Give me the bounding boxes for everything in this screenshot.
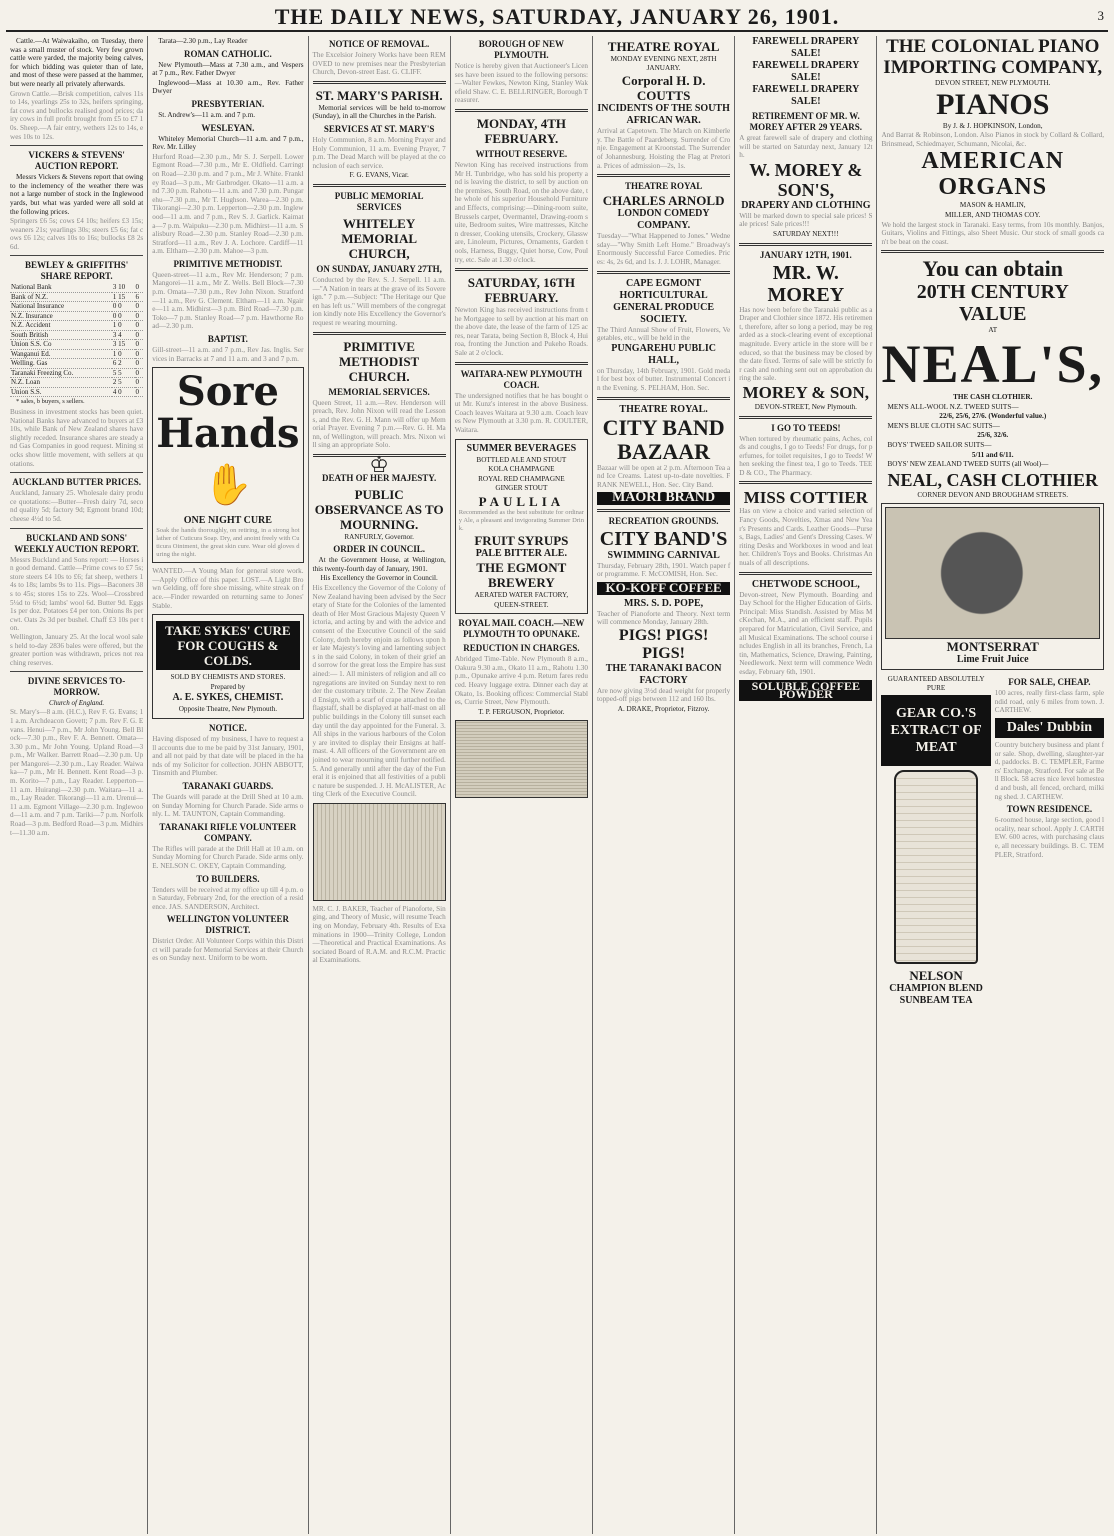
theatre-date: MONDAY EVENING NEXT, 28TH JANUARY. — [610, 55, 717, 72]
royal-crest-icon: ♔ — [369, 452, 389, 478]
bacon-factory: THE TARANAKI BACON FACTORY — [605, 662, 722, 686]
summer-beverages: SUMMER BEVERAGES — [466, 442, 577, 454]
theatre-heading: THEATRE ROYAL — [607, 39, 720, 54]
filler-text: Arrival at Capetown. The March on Kimberley. The Battle of Paardeberg. Surrender of Cronje. Engagement at Kroonstad. The Surrender of Johannesburg. Hoisting the Flag at Pretoria. Prices of admission—2s, 1s. — [596, 127, 731, 170]
boys-suits: BOYS' TWEED SAILOR SUITS— — [887, 440, 992, 449]
share-value: 1 0 — [112, 349, 135, 359]
share-value: 3 10 — [112, 283, 135, 292]
bazaar: BAZAAR — [617, 438, 711, 464]
share-row — [10, 321, 143, 331]
soluble-coffee: SOLUBLE COFFEE POWDER — [739, 680, 872, 701]
column-6 — [735, 36, 877, 1534]
incidents: INCIDENTS OF THE SOUTH AFRICAN WAR. — [597, 103, 730, 127]
observance-heading: PUBLIC OBSERVANCE AS TO MOURNING. — [314, 486, 444, 532]
service-row: St. Andrew's—11 a.m. and 7 p.m. — [158, 110, 256, 119]
share-row — [10, 378, 143, 388]
share-value: 0 — [135, 387, 144, 397]
sykes-address: Opposite Theatre, New Plymouth. — [178, 705, 278, 714]
filler-text: Messrs Buckland and Sons report: — Horses in good demand. Cattle—Prime cows to £7 5s; store steers £4 10s to £6; fat sheep, wethers 14s to 18s; lambs 9s to 11s. Pigs—Baconers 38s to 45s; stores 15s to 22s. Wool—Crossbred 5¼d to 6½d; lambs' wool 6d. Butter 9d. Eggs 1s per doz. Potatoes £4 per ton. Onions 8s per cwt. Oats 2s 3d per bushel. Chaff £3 10s per ton. — [10, 555, 144, 633]
service-row: ROMAN CATHOLIC. — [183, 48, 272, 59]
neal-footer: NEAL, CASH CLOTHIER — [887, 469, 1099, 490]
filler-text: His Excellency the Governor of the Colony of New Zealand having been advised by the Secretary of State for the Colonies of the lamented death of Her Most Gracious Majesty Queen Victoria, and acting by and with the advice and consent of the Executive Council of the said Colony, doth hereby enjoin as follows upon her late Majesty's loving and lamenting subjects in the said Colony, in token of their grief and sorrow for the great loss the Empire has sustained:— 1. All ministers of religion and all congregations are invited on Sunday next to render the customary tribute. 2. The New Zealand Ensign, with a scarf of crape attached to the flagstaff, shall be displayed at half-mast on all public buildings in the Colony till sunset each day until the day appointed for the Funeral. 3. All ships in the various harbours of the Colony are invited to display their Ensigns at half-mast. 4. All officers of the Government are enjoined to wear mourning until further notified. 5. And generally until after the day of the Funeral it is enjoined that all festivities of a public nature be suspended. J. H. McALISTER, Acting Clerk of the Executive Council. — [312, 584, 446, 799]
retirement: RETIREMENT OF MR. W. MOREY AFTER 29 YEARS. — [749, 111, 862, 132]
farewell-2: FAREWELL DRAPERY SALE! — [752, 60, 860, 83]
filler-text: Auckland, January 25. Wholesale dairy produce quotations:—Butter—Fresh dairy 7d, second quality 5d; factory 9d; Egmont brand 10d; cheese 4½d to 5d. — [10, 489, 144, 523]
share-value: 0 — [135, 349, 144, 359]
filler-text: A great farewell sale of drapery and clothing will be started on Saturday next, January 12th. — [739, 134, 873, 160]
share-value: 6 — [135, 292, 144, 302]
horse-image — [885, 507, 1100, 639]
cape-egmont: CAPE EGMONT HORTICULTURAL — [619, 277, 708, 301]
without-reserve: WITHOUT RESERVE. — [475, 148, 568, 159]
cattle-report: Cattle.—At Waiwakaiho, on Tuesday, there was a small muster of stock. Very few grown cattle were yarded, the majority being calves, for which bidding was quieter than of late, and most of these were passed at the hammer, but were nearly all privately afterwards. — [10, 37, 144, 88]
share-value: 0 — [135, 302, 144, 312]
filler-text: Business in investment stocks has been quiet. National Banks have advanced to buyers at £3 10s, while Bank of New Zealand shares have slightly receded. Insurance shares are steady and Gas Companies in good request. Mining stocks show little movement, with sellers at quotations. — [10, 408, 144, 468]
saturday-heading: SATURDAY, 16TH FEBRUARY. — [467, 275, 575, 306]
ranfurly: RANFURLY, Governor. — [344, 532, 414, 541]
filler-text: The Rifles will parade at the Drill Hall at 10 a.m. on Sunday Morning for Church Parade. Side arms only. E. NELSON C. OKEY, Captain Commanding. — [152, 844, 304, 870]
filler-text: Hurford Road—2.30 p.m., Mr S. J. Serpell. Lower Egmont Road—7.30 p.m., Mr E. Oldfield. Carrington Road—2.30 p.m. and 7 p.m., Mr J. White. Frankley Road—3 p.m., Mr Gatbrodger. Okato—11 a.m. and 7.30 p.m. Rahotu—11 a.m. and 7.30 p.m. Pungarehu—7.30 p.m., Mr T. Hughson. Warea—2.30 p.m. Tikorangi—2.30 p.m. Lepperton—2.30 p.m. Inglewood—11 a.m. and 7 p.m., Rev S. J. Garlick. Kaimata—7 p.m. Waipuku—2.30 p.m. Midhirst—11 a.m. Salisbury Road—2.30 p.m. Stanley Road—2.30 p.m. Stratford—11 a.m., Rev J. A. Lochore. Cardiff—11 a.m. Eltham—2.30 p.m. Mahoe—3 p.m. — [152, 152, 304, 256]
drapery-clothing: DRAPERY AND CLOTHING — [741, 199, 871, 211]
drake: A. DRAKE, Proprietor, Fitzroy. — [617, 705, 710, 714]
bk-heading: BUCKLAND AND SONS' WEEKLY AUCTION REPORT. — [14, 532, 139, 554]
share-row — [10, 311, 143, 321]
share-value: 0 — [135, 311, 144, 321]
filler-text: Has on view a choice and varied selection of Fancy Goods, Novelties, Xmas and New Year's Presents and Cards. Leather Goods—Purses, Bags, Ladies' and Gent's Dressing Cases. Writing Desks and Workboxes in wood and leather. Children's Toys and Books. Christmas Annuals of all descriptions. — [739, 507, 873, 568]
neal-corner: CORNER DEVON AND BROUGHAM STREETS. — [917, 490, 1069, 499]
dv-subheading: Church of England. — [49, 699, 105, 708]
filler-text: Queen Street, 11 a.m.—Rev. Henderson will preach, Rev. John Nixon will read the Lessons, and the Rev. G. H. Mann will offer up Memorial Prayer. Evening 7 p.m.—Rev. G. H. Mann, of Wellington, will preach. Mrs. Nixon will sing an appropriate Solo. — [312, 398, 446, 450]
hand-icon: ✋ — [202, 462, 253, 508]
share-row — [10, 349, 143, 359]
notice-heading: NOTICE. — [208, 722, 247, 733]
excellency: His Excellency the Governor in Council. — [320, 574, 438, 583]
filler-text: When tortured by rheumatic pains, Aches, colds and coughs, I go to Teeds! For drugs, for perfumes, for toilet requisites, I go to Teeds! When seeking the finest tea, I go to Teeds. TEED & CO., The Pharmacy. — [739, 434, 873, 477]
nz-tweed: BOYS' NEW ZEALAND TWEED SUITS (all Wool)— — [887, 460, 1049, 469]
share-value: 0 — [135, 330, 144, 340]
sore-hands-ad — [152, 367, 303, 563]
morey-son: MOREY & SON, — [742, 382, 870, 402]
sykes-ad — [152, 614, 303, 719]
filler-text: Newton King has received instructions from the Mortgagee to sell by auction at his mart on the above date, the lease of the farm of 125 acres, near Tarata, being Section 8, Block 4, Huiroa, fronting the Junction and Pukeho Roads. Sale at 2 o'clock. — [454, 306, 588, 358]
paullia: PAULLIA — [478, 494, 565, 509]
miller: MILLER, AND THOMAS COY. — [945, 210, 1041, 219]
filler-text: Grown Cattle.—Brisk competition, calves 11s to 14s, yearlings 25s to 32s, heifers springing, fat cows and bullocks realised good prices; dairy cows in full profit brought from £5 to £7 10s. Sheep.—A fair entry, wethers 12s to 14s, ewes 10s to 12s. — [10, 89, 144, 141]
share-value: 2 5 — [112, 378, 135, 388]
removal-heading: NOTICE OF REMOVAL. — [329, 39, 430, 49]
aerated: AERATED WATER FACTORY, — [474, 591, 569, 599]
hopkinson: By J. & J. HOPKINSON, London, — [942, 121, 1043, 130]
service-row: Inglewood—Mass at 10.30 a.m., Rev. Father Dwyer — [152, 78, 304, 96]
volunteer-heading: WELLINGTON VOLUNTEER DISTRICT. — [166, 914, 290, 936]
share-value: 0 0 — [112, 302, 135, 312]
nelson: NELSON — [909, 968, 963, 984]
chetwode: CHETWODE SCHOOL, — [751, 578, 860, 590]
vs-report: Messrs Vickers & Stevens report that owing to the inclemency of the weather there was not a large number of stock in the Inglewood yards, but what was yarded were all sold at the following prices. — [10, 173, 144, 216]
share-name: Union S.S. Co — [10, 340, 112, 350]
column-1 — [6, 36, 148, 1534]
monday-heading: MONDAY, 4TH FEBRUARY. — [476, 115, 567, 146]
sykes-sold: SOLD BY CHEMISTS AND STORES. — [170, 673, 286, 682]
share-value: 0 — [135, 378, 144, 388]
dales-dubbin: Dales' Dubbin — [995, 718, 1104, 738]
filler-text: Thursday, February 28th, 1901. Watch paper for programme. F. McCOMISH, Hon. Sec. — [596, 561, 731, 579]
filler-text: Tenders will be received at my office up till 4 p.m. on Saturday, February 2nd, for the erection of a residence. JAS. SANDERSON, Architect. — [152, 885, 304, 911]
share-value: 0 — [135, 283, 144, 292]
sykes-prep: Prepared by — [210, 682, 246, 691]
theatre-royal-2: THEATRE ROYAL. — [619, 403, 708, 415]
bottled-ale: BOTTLED ALE AND STOUT — [476, 455, 567, 464]
sykes-name: A. E. SYKES, CHEMIST. — [172, 692, 284, 704]
blue-suits: MEN'S BLUE CLOTH SAC SUITS— — [887, 421, 1000, 430]
service-row: WESLEYAN. — [201, 122, 255, 133]
forsale: FOR SALE, CHEAP. — [1008, 677, 1091, 688]
filler-text: MR. C. J. BAKER, Teacher of Pianoforte, Singing, and Theory of Music, will resume Teaching on Monday, February 4th. Results of Examinations in 1900—Trinity College, London—Theoretical and Practical Examinations. Associated Board of R.A.M. and R.C.M. Practical Examinations. — [312, 904, 446, 965]
share-name: N.Z. Insurance — [10, 311, 112, 321]
mr-morey: MR. W. MOREY — [767, 261, 845, 306]
sykes-title: TAKE SYKES' CURE FOR COUGHS & COLDS. — [156, 621, 299, 670]
filler-text: Wellington, January 25. At the local wool sales held to-day 2836 bales were offered, but the greater portion was withdrawn, prices not reaching reserves. — [10, 632, 144, 667]
sore-hands-caption: ONE NIGHT CURE — [183, 515, 272, 527]
egmont-ad — [455, 439, 588, 615]
egmont-brewery: THE EGMONT BREWERY — [476, 560, 567, 590]
share-value: 0 — [135, 359, 144, 369]
share-row — [10, 340, 143, 350]
filler-text: The undersigned notifies that he has bought out Mr. Kunz's interest in the above Business. Coach leaves Waitara at 9.30 a.m. Coach leaves New Plymouth at 3.30 p.m. R. COULTER, Waitara. — [454, 391, 588, 435]
lime-juice: Lime Fruit Juice — [956, 654, 1029, 666]
swimming: SWIMMING CARNIVAL — [607, 549, 720, 561]
masthead — [6, 4, 1108, 32]
filler-text: on Thursday, 14th February, 1901. Gold medal for best box of butter. Instrumental Concert in the Evening. S. PELHAM, Hon. Sec. — [596, 366, 731, 392]
masthead-title: THE DAILY NEWS, SATURDAY, JANUARY 26, 1901. — [274, 4, 840, 29]
town-residence: TOWN RESIDENCE. — [1006, 804, 1093, 815]
share-name: Union S.S. — [10, 387, 112, 397]
sore-hands-title: Sore Hands — [156, 368, 300, 458]
page-number: 3 — [1097, 8, 1104, 23]
taranaki-guards-heading: TARANAKI GUARDS. — [182, 780, 274, 791]
death-heading: DEATH OF HER MAJESTY. — [322, 472, 437, 483]
share-value: 3 4 — [112, 330, 135, 340]
share-name: Bank of N.Z. — [10, 292, 112, 302]
blue-prices: 25/6, 32/6. — [977, 431, 1009, 440]
filler-text: Has now been before the Taranaki public as a Draper and Clothier since 1872. His retirement, therefore, after so long a period, may be regarded as a stock-clearing event of exceptional magnitude. Every article in the store will be reduced, so that the business may be closed by the date fixed. Terms of sale will be strictly for cash and nothing sent out on approbation during the sale. — [739, 305, 873, 383]
service-row: PRESBYTERIAN. — [191, 98, 265, 109]
filler-text: Having disposed of my business, I have to request all accounts due to me be paid by 31st January, 1901, and all not paid by that date will be placed in the hands of my Solicitor for collection. JOHN ABBOTT, Tinsmith and Plumber. — [152, 734, 304, 778]
reduction-heading: REDUCTION IN CHARGES. — [463, 643, 580, 654]
recreation: RECREATION GROUNDS. — [608, 515, 719, 526]
dv-heading: DIVINE SERVICES TO-MORROW. — [27, 676, 126, 698]
jan-12: JANUARY 12TH, 1901. — [759, 249, 852, 260]
fruit-syrups: FRUIT SYRUPS — [474, 533, 569, 548]
filler-text: Will be marked down to special sale prices! Sale prices! Sale prices!!! — [739, 211, 873, 229]
vs-heading: VICKERS & STEVENS' AUCTION REPORT. — [28, 150, 125, 172]
pigs: PIGS! PIGS! PIGS! — [618, 626, 709, 662]
theatre-heading-2: THEATRE ROYAL — [624, 181, 703, 192]
share-value: 5 5 — [112, 368, 135, 378]
evans-signature: F. G. EVANS, Vicar. — [349, 171, 409, 180]
primitive-heading: PRIMITIVE METHODIST CHURCH. — [339, 338, 420, 384]
bottle-icon — [894, 770, 978, 964]
services-heading: SERVICES AT ST. MARY'S — [323, 123, 435, 134]
guaranteed: GUARANTEED ABSOLUTELY PURE — [887, 675, 985, 692]
montserrat-ad — [881, 503, 1104, 670]
filler-text: Springers £6 5s; cows £4 10s; heifers £3 15s; weaners 21s; yearlings 30s; steers £5 6s; fat cows £6 12s; calves 10s to 16s; bullocks £8 2s 6d. — [10, 217, 144, 251]
filler-text: WANTED.—A Young Man for general store work.—Apply Office of this paper. LOST.—A Light Brown Gelding, off fore shoe missing, white streak on face.—Finder rewarded on returning same to Jones' Stable. — [152, 567, 304, 610]
suits-prices: 22/6, 25/6, 27/6. (Wonderful value.) — [939, 412, 1047, 421]
filler-text: The Guards will parade at the Drill Shed at 10 a.m. on Sunday Morning for Church Parade. Side arms only. L. M. TAUNTON, Captain Commanding. — [152, 792, 304, 819]
illustrated-ad-block — [455, 720, 588, 798]
memorial-heading: MEMORIAL SERVICES. — [328, 386, 430, 397]
sunbeam: SUNBEAM TEA — [899, 995, 973, 1007]
filler-text: The Third Annual Show of Fruit, Flowers, Vegetables, etc., will be held in the — [596, 325, 731, 343]
service-row: BAPTIST. — [207, 334, 248, 345]
share-value: 1 0 — [112, 321, 135, 331]
order-heading: ORDER IN COUNCIL. — [333, 544, 426, 555]
share-name: Wanganui Ed. — [10, 349, 112, 359]
ginger: GINGER STOUT — [495, 484, 548, 493]
bg-heading: BEWLEY & GRIFFITHS' SHARE REPORT. — [25, 260, 129, 282]
waitara-heading: WAITARA-NEW PLYMOUTH COACH. — [460, 368, 583, 390]
charles-arnold: CHARLES ARNOLD — [602, 193, 725, 209]
ferguson: T. P. FERGUSON, Proprietor. — [478, 707, 565, 716]
share-row — [10, 330, 143, 340]
ak-heading: AUCKLAND BUTTER PRICES. — [12, 477, 141, 488]
boys-prices: 5/11 and 6/11. — [971, 450, 1014, 459]
morey-address: DEVON-STREET, New Plymouth. — [754, 402, 857, 411]
column-4 — [451, 36, 593, 1534]
filler-text: And Barrat & Robinson, London. Also Pianos in stock by Collard & Collard, Brinsmead, Schiedmayer, Schumann, Nicolai, &c. — [881, 131, 1105, 148]
filler-text: 100 acres, really first-class farm, splendid road, only 6 miles from town. J. CARTHEW. — [994, 689, 1105, 715]
filler-text: St. Mary's—8 a.m. (H.C.), Rev F. G. Evans; 11 a.m. Archdeacon Govett; 7 p.m. Rev F. G. Evans. Henui—7 p.m., Mr John Young. Bell Block—7.30 p.m., Rev F. A. Bennett. Omata—3.30 p.m., Mr John Young. Upland Road—3 p.m., Mr Walker. Barrett Road—2.30 p.m. Upper Mangorei—2.30 p.m., Lay Reader. Waiwaka—7 p.m., Mr H. Bennett. Kent Road—3 p.m. Korito—7 p.m., Lay Reader. Lepperton—11 a.m. Huirangi—2.30 p.m. Waitara—11 a.m., Lay Reader. Tikorangi—11 a.m. Urenui—11 a.m. Egmont Village—2.30 p.m. Inglewood—11 a.m. and 7 p.m. Tariki—7 p.m. Norfolk Road—3 p.m. Bedford Road—3 p.m. Midhirst—11.30 a.m. — [10, 708, 144, 837]
filler-text: District Order. All Volunteer Corps within this District will parade for Memorial Services at their Churches on Sunday next. Uniform to be worn. — [152, 937, 304, 963]
neal-at: AT — [988, 326, 998, 335]
filler-text: Gill-street—11 a.m. and 7 p.m., Rev Jas. Inglis. Services in Barracks at 7 and 11 a.m. and 3 and 7 p.m. — [152, 346, 304, 363]
govt-house: At the Government House, at Wellington, this twenty-fourth day of January, 1901. — [312, 556, 446, 573]
service-row: Tarata—2.30 p.m., Lay Reader — [158, 37, 248, 45]
illustrated-ad-block — [313, 803, 446, 901]
saturday-next: SATURDAY NEXT!!! — [773, 229, 839, 238]
kola: KOLA CHAMPAGNE — [488, 465, 555, 474]
pungarehu: PUNGAREHU PUBLIC HALL, — [611, 342, 716, 366]
filler-text: 6-roomed house, large section, good locality, near school. Apply J. CARTHEW. 600 acres, with purchasing clause, all necessary buildings. B. C. TEMPLER, Stratford. — [994, 816, 1105, 859]
whiteley-heading: WHITELEY MEMORIAL CHURCH, — [341, 215, 418, 261]
corporal: Corporal H. D. COUTTS — [621, 73, 706, 104]
filler-text: Devon-street, New Plymouth. Boarding and Day School for the Higher Education of Girls. Principal: Miss Standish. Assisted by Miss McKechan, M.A., and an efficient staff. Pupils prepared for Matriculation, Civil Service, and all Musical Examinations. The school course includes English in all its branches, French, Latin, Mathematics, Science, Drawing, Painting, Needlework. Next term will commence Wednesday, February 6th, 1901. — [739, 590, 873, 676]
filler-text: Queen-street—11 a.m., Rev Mr. Henderson; 7 p.m. Mangorei—11 a.m., Mr Z. Wells. Bell Block—7.30 p.m. Omata—7.30 p.m., Rev John Nixon. Stratford—11 a.m., Rev G. Clement. Eltham—11 a.m. Ngaire—11 a.m. Midhirst—3 p.m. Bird Road—7.30 p.m. Toko—7 p.m. Stanley Road—7 p.m. Hawthorne Road—2.30 p.m. — [152, 270, 304, 331]
filler-text: We hold the largest stock in Taranaki. Easy terms, from 10s monthly. Banjos, Guitars, Violins and Fittings, also Sheet Music. Our stock of small goods can't be beat on the coast. — [881, 220, 1105, 246]
mason: MASON & HAMLIN, — [959, 201, 1026, 210]
share-name: National Bank — [10, 283, 112, 292]
champion-blend: CHAMPION BLEND — [889, 983, 983, 995]
service-row: New Plymouth—Mass at 7.30 a.m., and Vespers at 7 p.m., Rev. Father Dwyer — [152, 60, 304, 78]
neals: NEAL'S, — [881, 333, 1105, 394]
share-row — [10, 359, 143, 369]
teeds-heading: I GO TO TEEDS! — [771, 422, 841, 433]
filler-text: The Excelsior Joinery Works have been REMOVED to new premises near the Presbyterian Church, Devon-street East. G. CLIFF. — [312, 51, 446, 77]
share-value: 0 — [135, 368, 144, 378]
filler-text: Recommended as the best substitute for ordinary Ale, a pleasant and invigorating Summer Drink. — [458, 509, 584, 532]
column-7 — [877, 36, 1108, 1534]
farewell-1: FAREWELL DRAPERY SALE! — [752, 36, 860, 59]
share-value: 1 15 — [112, 292, 135, 302]
share-name: South British — [10, 330, 112, 340]
morey-sons: W. MOREY & SON'S, — [749, 159, 863, 200]
pianos: PIANOS — [936, 87, 1050, 121]
share-value: 0 — [135, 321, 144, 331]
colonial-address: DEVON STREET, NEW PLYMOUTH. — [935, 79, 1051, 87]
bottom-ads — [881, 674, 1104, 1007]
royal-mail-heading: ROYAL MAIL COACH.—NEW PLYMOUTH TO OPUNAKE. — [458, 618, 585, 640]
filler-text: Soak the hands thoroughly, on retiring, in a strong hot lather of Cuticura Soap. Dry, and anoint freely with Cuticura Ointment, the great skin cure. Wear old gloves during the night. — [156, 527, 300, 559]
filler-text: * sales, b buyers, s sellers. — [16, 398, 85, 406]
share-name: N.Z. Accident — [10, 321, 112, 331]
stmarys-heading: ST. MARY'S PARISH. — [315, 87, 443, 103]
filler-text: Country butchery business and plant for sale. Shop, dwelling, slaughter-yard, paddocks. B. C. TEMPLER, Farmers' Exchange, Stratford. For sale at Bell Block. 58 acres nice level homestead and bush, all fenced, orchard, milking shed. J. CARTHEW. — [994, 741, 1105, 801]
stmarys-text: Memorial services will be held to-morrow (Sunday), in all the Churches in the Parish. — [312, 103, 446, 121]
builders-heading: TO BUILDERS. — [196, 873, 260, 884]
general-produce: GENERAL PRODUCE SOCIETY. — [613, 301, 715, 325]
filler-text: Conducted by the Rev. S. J. Serpell. 11 a.m.—"A Nation in tears at the grave of its Sovereign." 7 p.m.—Subject: "The Heritage our Queen has left us." Will members of the congregation kindly note His Excellency the Governor's request re wearing mourning. — [312, 275, 446, 327]
filler-text: Tuesday—"What Happened to Jones." Wednesday—"Why Smith Left Home." Broadway's Enormously Successful Farce Comedies. Prices: 4s, 2s 6d, and 1s. J. J. LOHR, Manager. — [596, 232, 731, 266]
filler-text: Holy Communion, 8 a.m. Morning Prayer and Holy Communion, 11 a.m. Evening Prayer, 7 p.m. The Dead March will be played at the conclusion of each service. — [312, 135, 446, 170]
american-organs: AMERICAN ORGANS — [921, 148, 1065, 201]
share-row — [10, 292, 143, 302]
share-table — [10, 283, 143, 397]
column-5 — [593, 36, 735, 1534]
column-3 — [309, 36, 451, 1534]
filler-text: Abridged Time-Table. New Plymouth 8 a.m., Oakura 9.30 a.m., Okato 11 a.m., Rahotu 1.30 p.m., Opunake arrive 4 p.m. Return fares reduced. Heavy luggage extra. Dinner each day at Okato, 1s. Booking offices: Commercial Stables, Currie Street, New Plymouth. — [454, 655, 588, 707]
share-row — [10, 387, 143, 397]
queen-street: QUEEN-STREET. — [494, 600, 549, 609]
share-name: National Insurance — [10, 302, 112, 312]
share-row — [10, 302, 143, 312]
city-band: CITY BAND — [602, 414, 725, 440]
filler-text: Newton King has received instructions from Mr H. Tunbridge, who has sold his property and is leaving the district, to sell by auction on the premises, South Road, on the above date, the whole of his superior Household Furniture and Effects, comprising:—Dining-room suite, Brussels carpet, Overmantel, Drawing-room suite, Bedroom suites, Wire mattresses, Kitchen dresser, Cooking utensils, Crockery, Glassware, Linoleum, Pictures, Ornaments, Garden tools, Harness, Buggy, Quiet horse, Cow, Poultry, etc. Sale at 1.30 o'clock. — [454, 160, 588, 264]
montserrat: MONTSERRAT — [946, 639, 1039, 655]
cottier: MISS COTTIER — [743, 488, 868, 508]
pope: MRS. S. D. POPE, — [624, 597, 704, 609]
gear-column — [881, 674, 990, 1007]
borough-heading: BOROUGH OF NEW PLYMOUTH. — [478, 39, 564, 60]
rifles-heading: TARANAKI RIFLE VOLUNTEER COMPANY. — [159, 821, 297, 843]
forsale-column — [995, 674, 1104, 1007]
share-value: 6 2 — [112, 359, 135, 369]
maori-brand: MAORI BRAND — [597, 492, 730, 505]
columns — [6, 36, 1108, 1534]
share-name: Taranaki Freezing Co. — [10, 368, 112, 378]
filler-text: Notice is hereby given that Auctioneer's Licenses have been issued to the following persons:—Walter Fewkes, Newton King, Stanley Wakefield Shaw. C. E. BELLRINGER, Borough Treasurer. — [454, 62, 588, 105]
century-value: 20TH CENTURY VALUE — [916, 281, 1069, 326]
filler-text: Bazaar will be open at 2 p.m. Afternoon Tea and Ice Creams. Latest up-to-date novelties. FRANK NEWELL, Hon. Sec. City Band. — [596, 463, 731, 489]
column-2 — [148, 36, 308, 1534]
whiteley-date: ON SUNDAY, JANUARY 27TH, — [316, 263, 442, 274]
share-row — [10, 283, 143, 292]
farewell-3: FAREWELL DRAPERY SALE! — [752, 84, 860, 107]
royal-red: ROYAL RED CHAMPAGNE — [478, 474, 565, 483]
service-row: PRIMITIVE METHODIST. — [173, 258, 283, 269]
share-value: 3 15 — [112, 340, 135, 350]
gear-extract: GEAR CO.'S EXTRACT OF MEAT — [881, 695, 990, 766]
filler-text: Teacher of Pianoforte and Theory. Next term will commence Monday, January 28th. — [596, 609, 731, 627]
pale-bitter: PALE BITTER ALE. — [475, 548, 567, 559]
you-can: You can obtain — [922, 256, 1064, 282]
colonial-piano: THE COLONIAL PIANO IMPORTING COMPANY, — [883, 36, 1103, 78]
share-value: 4 0 — [112, 387, 135, 397]
cash-clothier: THE CASH CLOTHIER. — [953, 392, 1033, 401]
share-name: Welling. Gas — [10, 359, 112, 369]
kokoff-coffee: KO-KOFF COFFEE — [597, 582, 730, 595]
city-bands: CITY BAND'S — [599, 527, 728, 550]
service-row: Whiteley Memorial Church—11 a.m. and 7 p.m., Rev. Mr. Lilley — [152, 134, 304, 152]
share-row — [10, 368, 143, 378]
share-name: N.Z. Loan — [10, 378, 112, 388]
share-value: 0 0 — [112, 311, 135, 321]
share-value: 0 — [135, 340, 144, 350]
filler-text: Are now giving 3½d dead weight for properly topped-off pigs between 112 and 160 lbs. — [596, 686, 731, 704]
london-comedy: LONDON COMEDY COMPANY. — [617, 208, 710, 232]
suits: MEN'S ALL-WOOL N.Z. TWEED SUITS— — [887, 402, 1019, 411]
public-heading: PUBLIC MEMORIAL SERVICES — [334, 190, 424, 212]
